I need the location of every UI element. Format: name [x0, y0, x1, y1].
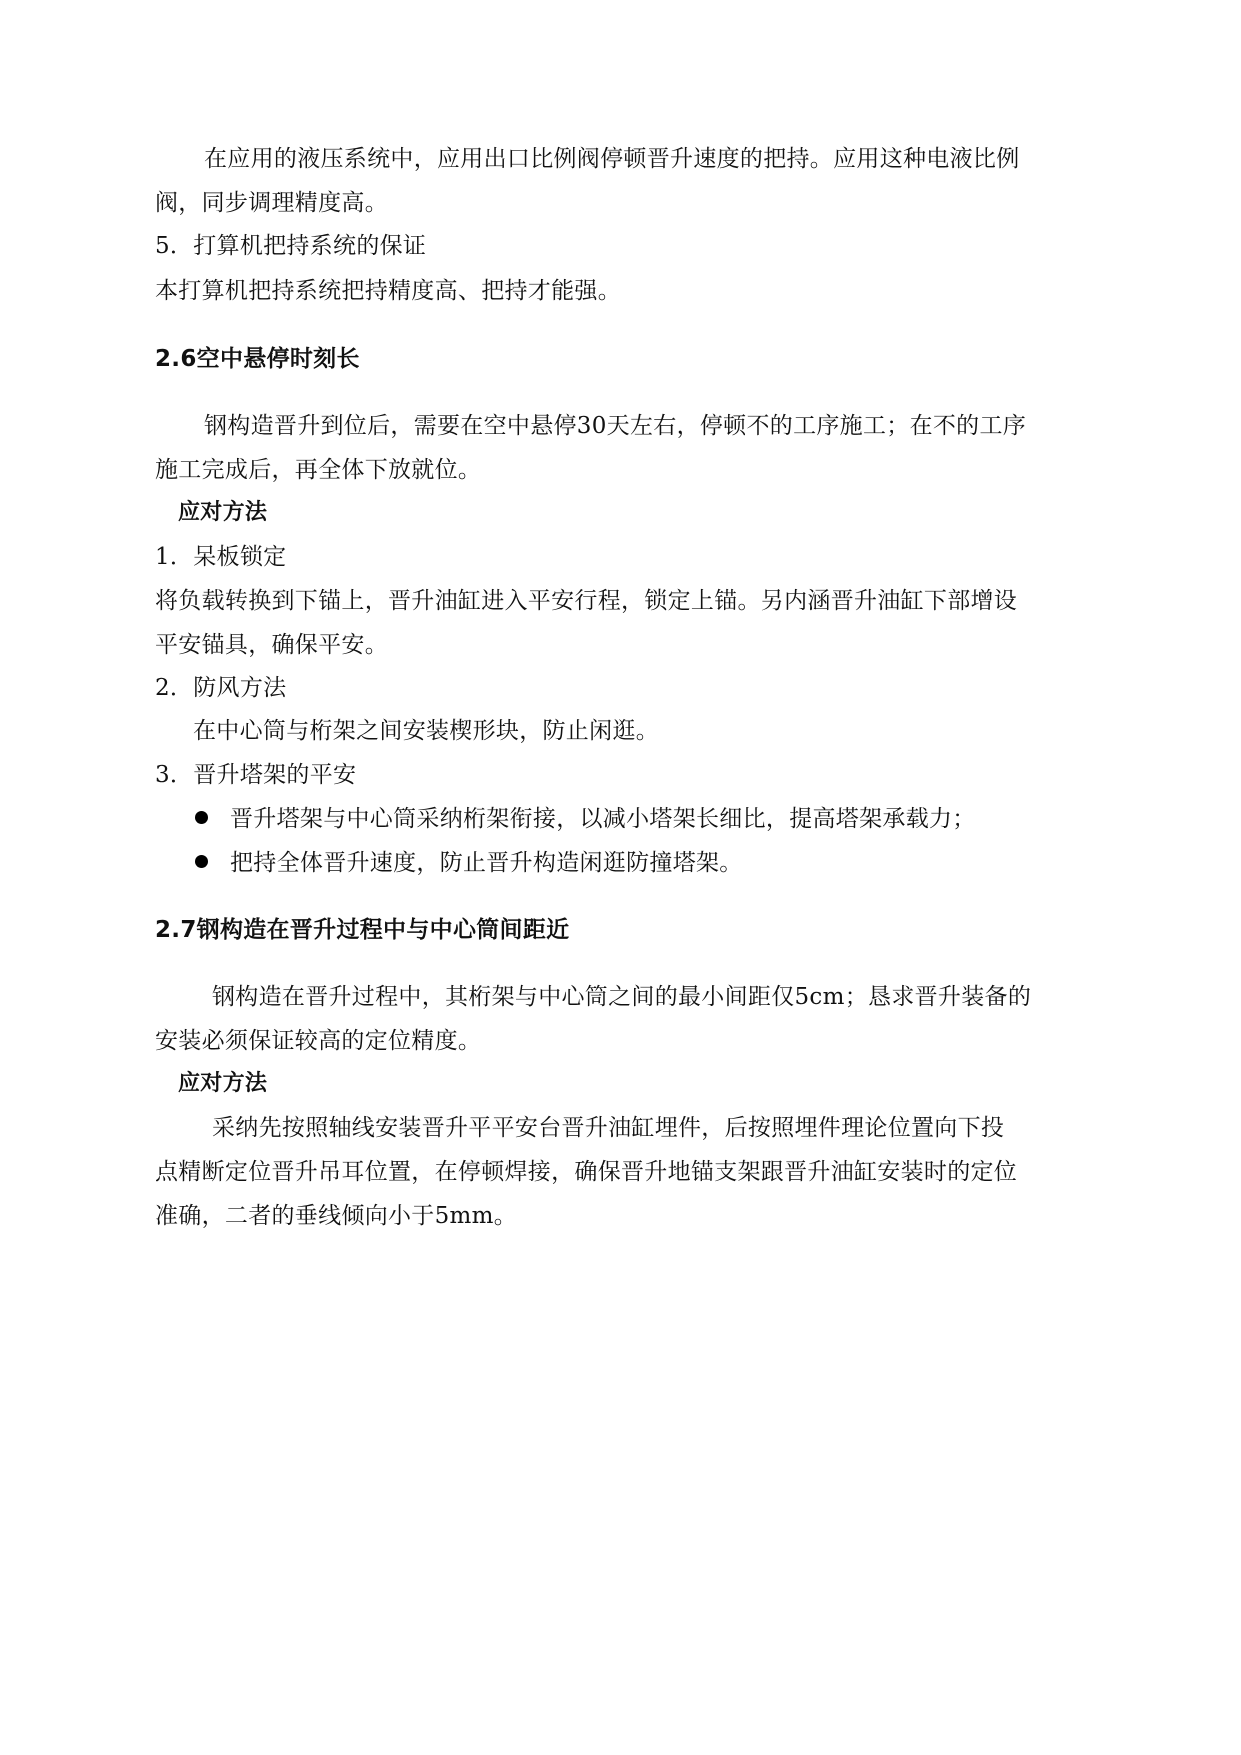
item-3-title: 3．晋升塔架的平安 [155, 762, 357, 788]
item-5-title: 5．打算机把持系统的保证 [155, 233, 427, 259]
section-2-6-measures-title: 应对方法 [178, 500, 268, 525]
section-2-6-paragraph-line-1: 钢构造晋升到位后，需要在空中悬停30天左右，停顿不的工序施工；在不的工序 [204, 413, 1027, 439]
item-5-text: 本打算机把持系统把持精度高、把持才能强。 [155, 278, 621, 304]
bullet-item-1: 晋升塔架与中心筒采纳桁架衔接，以减小塔架长细比，提高塔架承载力； [230, 806, 976, 832]
item-1-line-1: 将负载转换到下锚上，晋升油缸进入平安行程，锁定上锚。另内涵晋升油缸下部增设 [155, 588, 1018, 614]
section-2-7-paragraph-line-2: 安装必须保证较高的定位精度。 [155, 1028, 482, 1054]
intro-paragraph-line-2: 阀，同步调理精度高。 [155, 190, 388, 216]
section-2-7-method-line-2: 点精断定位晋升吊耳位置，在停顿焊接，确保晋升地锚支架跟晋升油缸安装时的定位 [155, 1159, 1018, 1185]
section-2-7-method-line-1: 采纳先按照轴线安装晋升平平安台晋升油缸埋件，后按照埋件理论位置向下投 [212, 1115, 1005, 1141]
section-2-6-paragraph-line-2: 施工完成后，再全体下放就位。 [155, 457, 482, 483]
item-1-line-2: 平安锚具，确保平安。 [155, 632, 388, 658]
bullet-item-2: 把持全体晋升速度，防止晋升构造闲逛防撞塔架。 [230, 850, 743, 876]
section-2-7-paragraph-line-1: 钢构造在晋升过程中，其桁架与中心筒之间的最小间距仅5cm；恳求晋升装备的 [212, 984, 1032, 1010]
item-2-text: 在中心筒与桁架之间安装楔形块，防止闲逛。 [193, 718, 659, 744]
intro-paragraph-line-1: 在应用的液压系统中，应用出口比例阀停顿晋升速度的把持。应用这种电液比例 [204, 146, 1020, 172]
section-2-7-method-line-3: 准确，二者的垂线倾向小于5mm。 [155, 1203, 518, 1229]
section-2-6-heading: 2.6空中悬停时刻长 [155, 346, 360, 372]
bullet-dot-icon [195, 811, 208, 824]
item-1-title: 1．呆板锁定 [155, 544, 287, 570]
item-2-title: 2．防风方法 [155, 675, 287, 701]
section-2-7-heading: 2.7钢构造在晋升过程中与中心筒间距近 [155, 917, 570, 943]
section-2-7-measures-title: 应对方法 [178, 1071, 268, 1096]
bullet-dot-icon [195, 855, 208, 868]
